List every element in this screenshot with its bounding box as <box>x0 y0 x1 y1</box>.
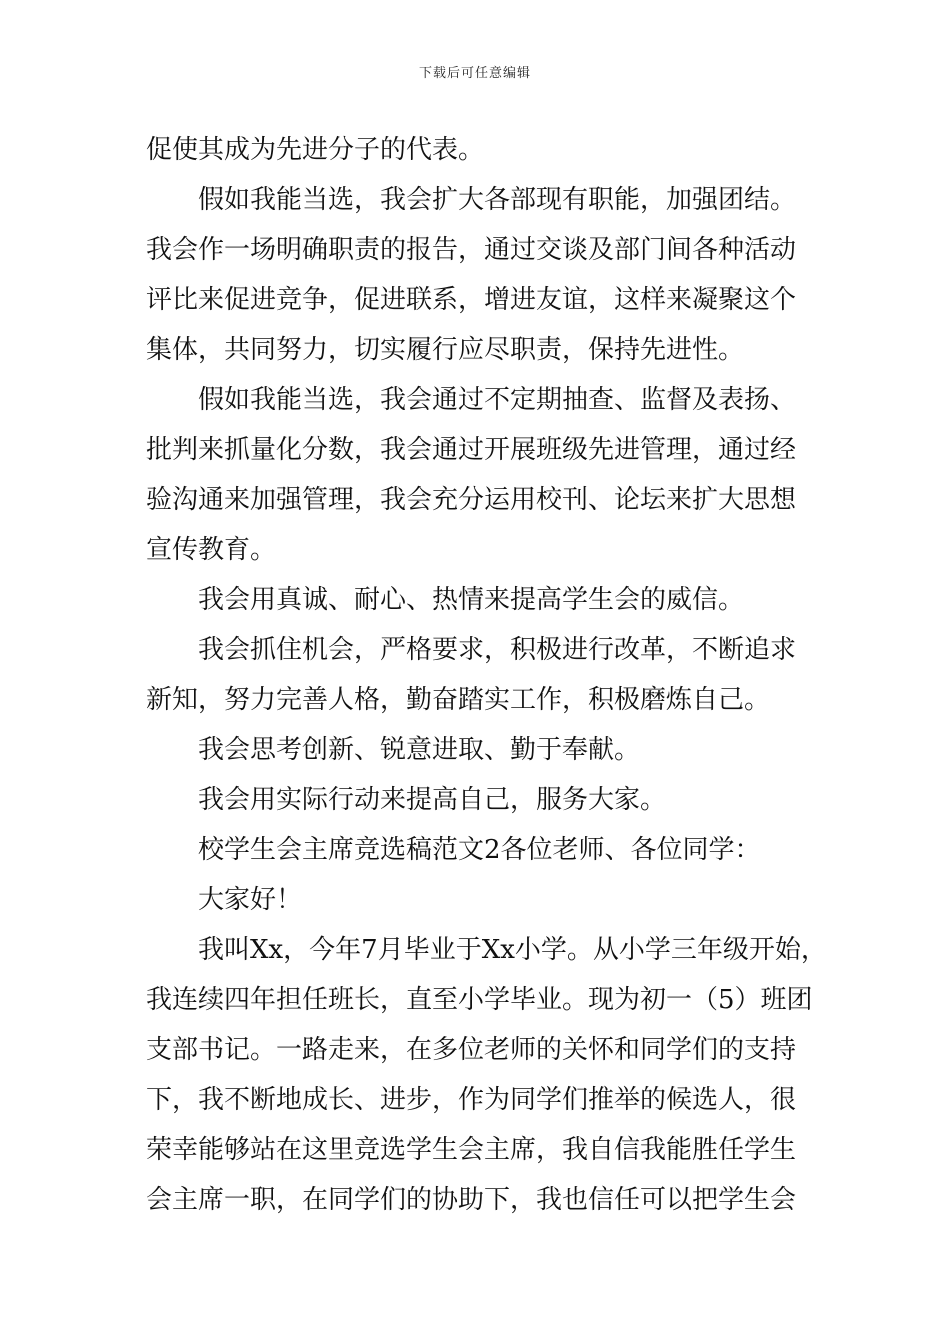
text-line: 支部书记。一路走来，在多位老师的关怀和同学们的支持 <box>146 1035 797 1065</box>
text-line: 集体，共同努力，切实履行应尽职责，保持先进性。 <box>146 335 745 365</box>
text-line: 我会用真诚、耐心、热情来提高学生会的威信。 <box>198 585 745 615</box>
text-line: 荣幸能够站在这里竞选学生会主席，我自信我能胜任学生 <box>146 1135 797 1165</box>
text-line: 促使其成为先进分子的代表。 <box>146 135 485 165</box>
text-line: 我会作一场明确职责的报告，通过交谈及部门间各种活动 <box>146 235 797 265</box>
text-line: 我连续四年担任班长，直至小学毕业。现为初一（5）班团 <box>146 985 813 1015</box>
text-line: 评比来促进竞争，促进联系，增进友谊，这样来凝聚这个 <box>146 285 797 315</box>
text-line: 我会抓住机会，严格要求，积极进行改革，不断追求 <box>198 635 797 665</box>
text-line: 我叫Xx，今年7月毕业于Xx小学。从小学三年级开始， <box>198 935 827 965</box>
document-body <box>146 125 836 1225</box>
page-header-note: 下载后可任意编辑 <box>418 66 531 81</box>
text-line: 假如我能当选，我会扩大各部现有职能，加强团结。 <box>198 185 797 215</box>
text-line: 新知，努力完善人格，勤奋踏实工作，积极磨炼自己。 <box>146 685 771 715</box>
text-line: 我会思考创新、锐意进取、勤于奉献。 <box>198 735 641 765</box>
text-line: 大家好！ <box>198 885 303 915</box>
text-line: 验沟通来加强管理，我会充分运用校刊、论坛来扩大思想 <box>146 485 797 515</box>
text-line: 下，我不断地成长、进步，作为同学们推举的候选人，很 <box>146 1085 797 1115</box>
text-line: 宣传教育。 <box>146 535 277 565</box>
text-line: 我会用实际行动来提高自己，服务大家。 <box>198 785 667 815</box>
text-line: 会主席一职，在同学们的协助下，我也信任可以把学生会 <box>146 1185 797 1215</box>
text-line: 校学生会主席竞选稿范文2各位老师、各位同学： <box>198 835 761 865</box>
text-line: 假如我能当选，我会通过不定期抽查、监督及表扬、 <box>198 385 797 415</box>
text-line: 批判来抓量化分数，我会通过开展班级先进管理，通过经 <box>146 435 797 465</box>
